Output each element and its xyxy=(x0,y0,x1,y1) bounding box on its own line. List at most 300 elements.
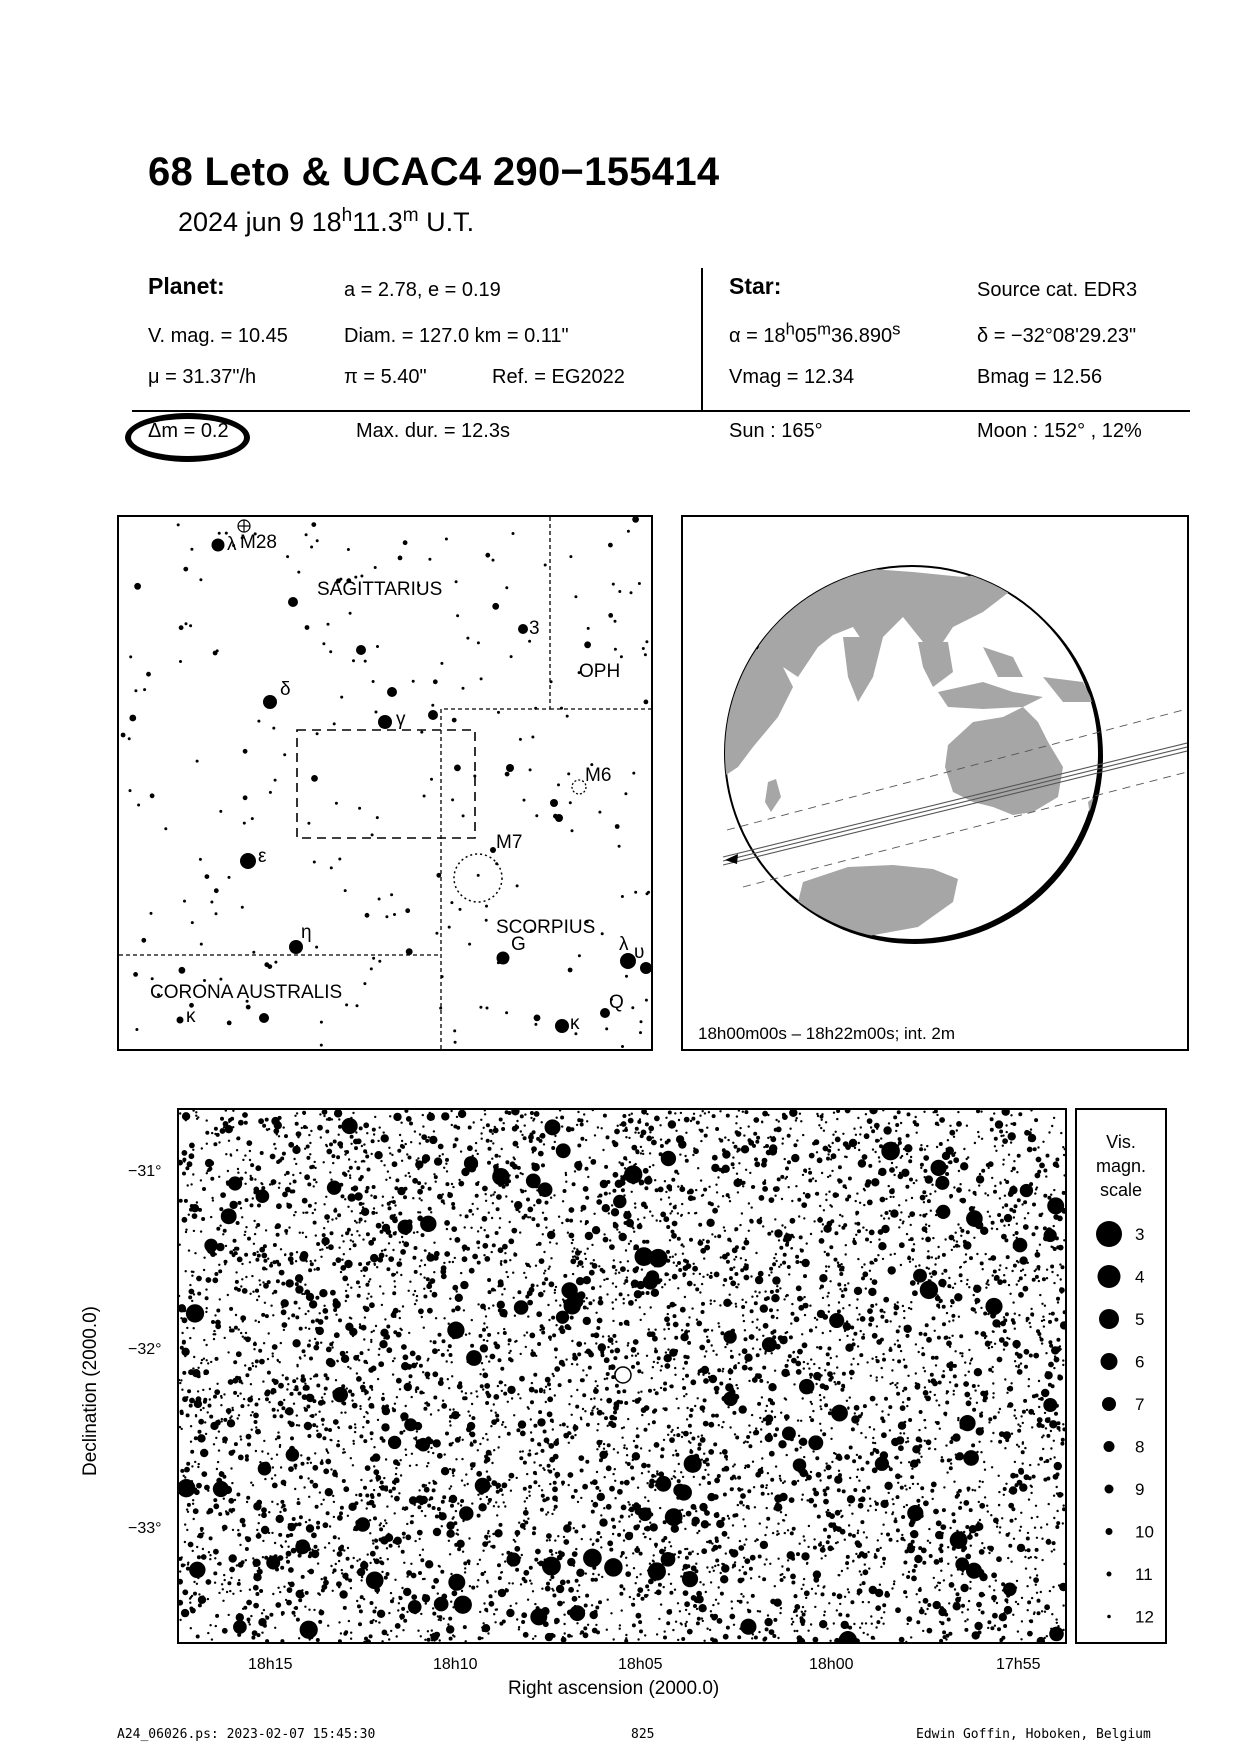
field-star xyxy=(356,1600,358,1602)
finder-star xyxy=(251,817,254,820)
field-star xyxy=(859,1627,861,1629)
field-star xyxy=(645,1122,649,1126)
field-star xyxy=(271,1532,273,1534)
field-star xyxy=(889,1429,891,1431)
field-star xyxy=(556,1438,558,1440)
field-star xyxy=(1029,1620,1031,1622)
field-star xyxy=(520,1130,522,1132)
field-star xyxy=(787,1373,789,1375)
field-star xyxy=(315,1505,319,1509)
field-star xyxy=(1025,1567,1027,1569)
field-star xyxy=(1063,1504,1065,1506)
field-star xyxy=(734,1433,736,1435)
field-star xyxy=(518,1628,520,1630)
field-star xyxy=(308,1328,310,1330)
field-star xyxy=(250,1175,252,1177)
star-vmag: Vmag = 12.34 xyxy=(729,366,855,388)
field-star xyxy=(949,1367,953,1371)
field-star xyxy=(324,1214,330,1220)
field-star xyxy=(857,1258,859,1260)
finder-star xyxy=(569,555,572,558)
field-star xyxy=(410,1141,412,1143)
field-star xyxy=(316,1425,318,1427)
field-star xyxy=(678,1119,680,1121)
field-star xyxy=(595,1486,599,1490)
field-star xyxy=(619,1233,627,1241)
field-star xyxy=(745,1169,747,1171)
field-star xyxy=(757,1610,759,1612)
field-star xyxy=(526,1198,530,1202)
finder-star xyxy=(627,530,630,533)
field-star xyxy=(476,1240,480,1244)
field-star xyxy=(621,1188,625,1192)
field-star xyxy=(206,1359,208,1361)
field-star xyxy=(603,1279,605,1281)
field-star xyxy=(676,1433,680,1437)
field-star xyxy=(419,1364,423,1368)
field-star xyxy=(777,1637,779,1639)
field-star xyxy=(837,1178,841,1182)
field-star xyxy=(452,1634,454,1636)
field-star xyxy=(272,1408,276,1412)
finder-star xyxy=(405,908,410,913)
field-star xyxy=(711,1566,713,1568)
field-star xyxy=(696,1608,698,1610)
field-star xyxy=(363,1275,365,1277)
field-star xyxy=(801,1588,803,1590)
field-star xyxy=(822,1432,826,1436)
field-star xyxy=(928,1379,930,1381)
field-star xyxy=(468,1537,470,1539)
field-star xyxy=(880,1617,882,1619)
field-star xyxy=(497,1385,499,1387)
field-star xyxy=(607,1540,613,1546)
field-star xyxy=(555,1286,557,1288)
field-star xyxy=(352,1335,354,1337)
field-star xyxy=(858,1480,860,1482)
field-star xyxy=(404,1383,412,1391)
field-star xyxy=(451,1375,453,1377)
field-star xyxy=(432,1506,436,1510)
field-star xyxy=(962,1570,964,1572)
field-star xyxy=(322,1423,324,1425)
field-star xyxy=(479,1498,481,1500)
field-star xyxy=(934,1438,936,1440)
field-star xyxy=(658,1583,662,1587)
field-star xyxy=(881,1367,883,1369)
field-star xyxy=(583,1306,587,1310)
finder-star xyxy=(531,736,534,739)
field-star xyxy=(1010,1114,1012,1116)
field-star xyxy=(520,1114,524,1118)
field-star xyxy=(289,1252,293,1256)
field-star xyxy=(268,1332,270,1334)
field-star xyxy=(532,1638,534,1640)
field-star xyxy=(665,1191,667,1193)
field-star xyxy=(687,1576,695,1584)
field-star xyxy=(469,1585,471,1587)
field-star xyxy=(692,1196,696,1200)
field-star xyxy=(285,1540,287,1542)
field-star xyxy=(863,1531,865,1533)
field-star xyxy=(254,1233,256,1235)
field-star xyxy=(358,1286,360,1288)
field-star xyxy=(1019,1256,1027,1264)
field-star xyxy=(699,1115,701,1117)
field-star xyxy=(1049,1406,1051,1408)
field-star xyxy=(401,1362,409,1370)
field-star xyxy=(484,1256,490,1262)
field-star xyxy=(824,1555,826,1557)
field-star xyxy=(355,1131,357,1133)
field-star xyxy=(1015,1601,1017,1603)
field-star xyxy=(885,1319,889,1323)
field-star xyxy=(930,1378,936,1384)
field-star xyxy=(796,1139,798,1141)
field-star xyxy=(563,1189,567,1193)
field-star xyxy=(827,1292,829,1294)
field-star xyxy=(935,1356,939,1360)
field-star xyxy=(752,1633,754,1635)
field-star xyxy=(455,1458,457,1460)
field-star xyxy=(578,1615,580,1617)
field-star xyxy=(491,1462,493,1464)
field-star xyxy=(1011,1507,1015,1511)
field-star xyxy=(424,1250,426,1252)
field-star xyxy=(206,1579,212,1585)
field-star xyxy=(378,1621,380,1623)
field-star xyxy=(427,1504,431,1508)
field-star xyxy=(821,1230,823,1232)
field-star xyxy=(684,1623,686,1625)
field-star xyxy=(951,1314,955,1318)
field-star xyxy=(228,1498,234,1504)
finder-star xyxy=(454,1041,457,1044)
field-star xyxy=(692,1273,694,1275)
field-star xyxy=(468,1209,472,1213)
field-star xyxy=(372,1128,376,1132)
field-star xyxy=(1003,1431,1011,1439)
field-star xyxy=(771,1352,773,1354)
field-star xyxy=(953,1481,955,1483)
field-star xyxy=(809,1416,811,1418)
field-star xyxy=(984,1496,986,1498)
field-star xyxy=(694,1405,696,1407)
field-star xyxy=(278,1187,280,1189)
field-star xyxy=(929,1554,933,1558)
field-star xyxy=(501,1390,503,1392)
field-star xyxy=(967,1534,973,1540)
field-star xyxy=(632,1400,634,1402)
field-star xyxy=(844,1284,846,1286)
field-star xyxy=(845,1198,849,1202)
field-star xyxy=(293,1158,295,1160)
field-star xyxy=(568,1379,572,1383)
field-star xyxy=(292,1379,296,1383)
field-star xyxy=(482,1368,484,1370)
field-star xyxy=(894,1519,898,1523)
field-star xyxy=(306,1211,308,1213)
field-star xyxy=(366,1420,370,1424)
field-star xyxy=(205,1311,207,1313)
field-star xyxy=(989,1585,991,1587)
field-star xyxy=(767,1381,769,1383)
field-star xyxy=(273,1414,277,1418)
field-star xyxy=(272,1260,276,1264)
field-star xyxy=(674,1589,676,1591)
field-star xyxy=(641,1372,643,1374)
field-star xyxy=(978,1184,980,1186)
field-star xyxy=(830,1475,832,1477)
field-star xyxy=(517,1290,521,1294)
field-star xyxy=(729,1267,733,1271)
field-star xyxy=(523,1461,527,1465)
field-star xyxy=(822,1276,826,1280)
field-star xyxy=(646,1169,648,1171)
field-star xyxy=(494,1621,496,1623)
field-star xyxy=(1052,1207,1056,1211)
field-star xyxy=(845,1253,847,1255)
field-star xyxy=(937,1124,939,1126)
field-star xyxy=(501,1148,503,1150)
field-star xyxy=(272,1352,274,1354)
field-star xyxy=(591,1262,593,1264)
finder-star xyxy=(492,559,495,562)
field-star xyxy=(558,1328,560,1330)
field-star xyxy=(510,1358,514,1362)
field-star xyxy=(815,1456,819,1460)
field-star xyxy=(386,1505,388,1507)
field-star xyxy=(314,1161,316,1163)
field-star xyxy=(189,1602,191,1604)
field-star xyxy=(448,1540,450,1542)
field-star xyxy=(401,1344,407,1350)
field-star xyxy=(525,1507,527,1509)
finder-star xyxy=(578,954,581,957)
field-star xyxy=(1004,1203,1008,1207)
field-star xyxy=(258,1321,260,1323)
field-star xyxy=(646,1291,650,1295)
field-star xyxy=(809,1305,811,1307)
field-star xyxy=(972,1489,974,1491)
field-star xyxy=(885,1511,887,1513)
field-star xyxy=(787,1551,795,1559)
field-star xyxy=(477,1563,479,1565)
field-star xyxy=(985,1287,987,1289)
field-star xyxy=(490,1140,492,1142)
finder-star xyxy=(322,642,325,645)
field-star xyxy=(561,1222,563,1224)
field-star xyxy=(839,1214,841,1216)
field-star xyxy=(873,1428,875,1430)
field-star xyxy=(690,1379,696,1385)
field-star xyxy=(830,1158,832,1160)
field-star xyxy=(409,1122,413,1126)
field-star xyxy=(321,1418,325,1422)
field-star xyxy=(756,1136,760,1140)
field-star xyxy=(521,1620,525,1624)
field-star xyxy=(700,1140,702,1142)
field-star xyxy=(992,1396,994,1398)
field-star xyxy=(416,1430,418,1432)
field-star xyxy=(253,1220,255,1222)
field-star xyxy=(674,1112,676,1114)
field-star xyxy=(519,1376,525,1382)
field-star xyxy=(364,1316,366,1318)
finder-star xyxy=(462,814,465,817)
field-star xyxy=(880,1309,884,1313)
finder-star xyxy=(435,932,438,935)
field-star xyxy=(656,1633,658,1635)
field-star xyxy=(326,1347,332,1353)
field-star xyxy=(504,1560,506,1562)
finder-star xyxy=(420,731,423,734)
field-star xyxy=(744,1337,748,1341)
field-star xyxy=(633,1440,635,1442)
field-star xyxy=(988,1552,990,1554)
field-star xyxy=(594,1332,600,1338)
field-star xyxy=(663,1439,665,1441)
field-star xyxy=(336,1581,342,1587)
field-star xyxy=(610,1349,614,1353)
field-star xyxy=(370,1601,374,1605)
field-star xyxy=(618,1272,620,1274)
field-star xyxy=(1051,1125,1053,1127)
label-m6: M6 xyxy=(585,765,612,786)
field-star xyxy=(894,1384,896,1386)
field-star xyxy=(849,1477,851,1479)
field-star xyxy=(550,1575,554,1579)
field-star xyxy=(681,1431,683,1433)
finder-star xyxy=(486,1007,489,1010)
field-star xyxy=(641,1150,643,1152)
field-star xyxy=(711,1329,713,1331)
field-star xyxy=(672,1629,674,1631)
field-star xyxy=(668,1573,670,1575)
field-star xyxy=(611,1518,615,1522)
field-star xyxy=(1038,1406,1040,1408)
field-star xyxy=(250,1615,252,1617)
field-star xyxy=(791,1618,793,1620)
field-star xyxy=(198,1483,200,1485)
field-star xyxy=(248,1367,252,1371)
field-star xyxy=(312,1212,314,1214)
field-star xyxy=(643,1313,645,1315)
field-star xyxy=(906,1504,908,1506)
finder-star xyxy=(150,912,153,915)
field-star xyxy=(963,1381,969,1387)
field-star xyxy=(524,1500,526,1502)
field-star xyxy=(1016,1580,1018,1582)
field-star xyxy=(925,1323,929,1327)
field-star xyxy=(189,1398,195,1404)
field-star xyxy=(704,1462,706,1464)
field-star xyxy=(1003,1329,1007,1333)
field-star xyxy=(891,1162,893,1164)
field-star xyxy=(363,1143,365,1145)
field-star xyxy=(695,1189,697,1191)
field-star xyxy=(703,1188,707,1192)
field-star xyxy=(1049,1458,1051,1460)
field-star xyxy=(720,1575,728,1583)
planet-motion: μ = 31.37"/h xyxy=(148,366,257,388)
field-star xyxy=(402,1629,404,1631)
field-star xyxy=(220,1128,222,1130)
field-star xyxy=(200,1409,202,1411)
field-star xyxy=(1015,1352,1019,1356)
field-star xyxy=(471,1403,473,1405)
field-star xyxy=(720,1256,722,1258)
field-star xyxy=(685,1393,687,1395)
field-star xyxy=(875,1356,877,1358)
field-star xyxy=(250,1383,252,1385)
field-star xyxy=(237,1533,241,1537)
field-star xyxy=(967,1489,969,1491)
field-star xyxy=(414,1270,418,1274)
field-star xyxy=(314,1202,316,1204)
field-star xyxy=(706,1127,708,1129)
field-star xyxy=(981,1138,983,1140)
field-star xyxy=(857,1117,859,1119)
field-star xyxy=(541,1607,549,1615)
field-star xyxy=(384,1334,390,1340)
field-star xyxy=(943,1486,945,1488)
field-star xyxy=(897,1110,901,1114)
field-star xyxy=(386,1267,390,1271)
field-star xyxy=(735,1122,737,1124)
field-star xyxy=(632,1175,634,1177)
field-star xyxy=(530,1117,532,1119)
field-star xyxy=(262,1124,266,1128)
field-star xyxy=(927,1603,931,1607)
field-star xyxy=(574,1286,576,1288)
field-star xyxy=(359,1434,363,1438)
field-star xyxy=(888,1492,890,1494)
field-star xyxy=(338,1560,340,1562)
field-star xyxy=(881,1533,883,1535)
field-star xyxy=(269,1183,271,1185)
field-star xyxy=(760,1428,762,1430)
field-star xyxy=(800,1446,802,1448)
field-star xyxy=(951,1300,955,1304)
field-star xyxy=(1007,1405,1009,1407)
field-star xyxy=(868,1567,870,1569)
field-star xyxy=(337,1360,339,1362)
field-star xyxy=(813,1637,819,1642)
field-star xyxy=(918,1264,920,1266)
field-star xyxy=(667,1313,669,1315)
field-star xyxy=(381,1250,383,1252)
field-star xyxy=(1029,1326,1031,1328)
field-star xyxy=(323,1305,325,1307)
field-star xyxy=(213,1395,217,1399)
field-star xyxy=(665,1351,667,1353)
field-star xyxy=(842,1307,844,1309)
field-star xyxy=(999,1130,1003,1134)
field-star xyxy=(227,1170,229,1172)
field-star xyxy=(550,1257,552,1259)
field-star xyxy=(846,1614,850,1618)
field-star xyxy=(440,1570,444,1574)
field-star xyxy=(622,1114,626,1118)
field-star xyxy=(568,1442,570,1444)
field-star xyxy=(1054,1412,1058,1416)
field-star xyxy=(207,1362,209,1364)
field-star xyxy=(539,1258,545,1264)
field-star xyxy=(577,1111,579,1113)
field-star xyxy=(815,1180,817,1182)
field-star xyxy=(1020,1638,1022,1640)
